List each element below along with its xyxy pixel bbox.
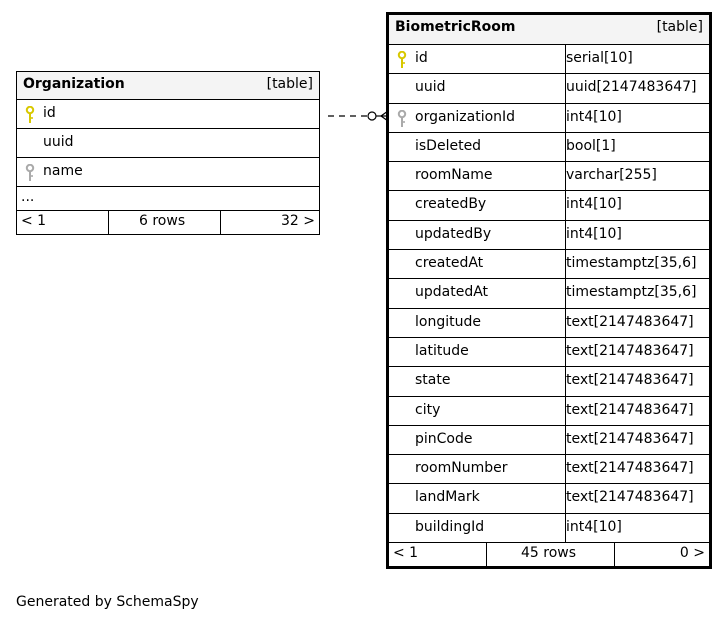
column-row xyxy=(389,455,709,484)
footer-left: < 1 xyxy=(21,213,47,229)
column-name: createdBy xyxy=(415,196,487,213)
footer-rows: 6 rows xyxy=(139,213,186,229)
column-type: int4[10] xyxy=(566,225,622,242)
footer-right: 32 > xyxy=(281,213,315,229)
table-header xyxy=(389,15,709,45)
column-type: serial[10] xyxy=(566,50,633,66)
table-kind: [table] xyxy=(656,19,703,35)
column-row xyxy=(17,100,319,129)
table-header xyxy=(17,72,319,100)
column-name: roomNumber xyxy=(415,460,508,477)
column-name: latitude xyxy=(415,342,469,359)
column-row xyxy=(389,191,709,220)
generated-by-note: Generated by SchemaSpy xyxy=(16,594,199,610)
column-name: id xyxy=(43,105,56,121)
table-kind: [table] xyxy=(266,76,313,92)
column-type: text[2147483647] xyxy=(566,342,694,359)
column-type: timestamptz[35,6] xyxy=(566,284,697,301)
column-row xyxy=(389,514,709,543)
organization-table[interactable] xyxy=(16,71,320,235)
column-name: createdAt xyxy=(415,255,484,272)
column-type: int4[10] xyxy=(566,108,622,125)
column-name: isDeleted xyxy=(415,137,482,154)
footer-right: 0 > xyxy=(679,545,705,562)
column-type: text[2147483647] xyxy=(566,460,694,477)
column-row xyxy=(389,74,709,103)
column-type: text[2147483647] xyxy=(566,430,694,447)
column-name: landMark xyxy=(415,489,480,506)
biometric-room-table[interactable] xyxy=(386,12,712,569)
column-row xyxy=(389,221,709,250)
column-row xyxy=(389,250,709,279)
column-name: uuid xyxy=(43,134,74,150)
column-name: organizationId xyxy=(415,108,516,125)
column-type: text[2147483647] xyxy=(566,372,694,389)
column-row xyxy=(389,45,709,74)
column-row xyxy=(389,104,709,133)
column-row xyxy=(389,397,709,426)
column-row xyxy=(389,367,709,396)
column-row xyxy=(389,484,709,513)
column-type: varchar[255] xyxy=(566,167,657,184)
column-name: state xyxy=(415,372,451,389)
table-name: BiometricRoom xyxy=(395,19,516,35)
column-type: text[2147483647] xyxy=(566,489,694,506)
column-name: name xyxy=(43,163,83,179)
column-name: longitude xyxy=(415,313,481,330)
column-row xyxy=(17,129,319,158)
column-row xyxy=(389,162,709,191)
column-name: city xyxy=(415,401,441,418)
column-type: int4[10] xyxy=(566,196,622,213)
column-row xyxy=(389,133,709,162)
column-type: bool[1] xyxy=(566,137,616,154)
column-name: updatedBy xyxy=(415,225,492,242)
column-type: uuid[2147483647] xyxy=(566,79,697,96)
column-row xyxy=(389,309,709,338)
column-row xyxy=(389,338,709,367)
table-footer xyxy=(17,211,319,234)
table-name: Organization xyxy=(23,76,125,92)
column-name: uuid xyxy=(415,79,446,96)
column-row xyxy=(389,279,709,308)
footer-rows: 45 rows xyxy=(521,545,577,562)
footer-left: < 1 xyxy=(393,545,419,562)
column-row xyxy=(389,426,709,455)
table-footer xyxy=(389,543,709,566)
column-type: timestamptz[35,6] xyxy=(566,255,697,272)
column-name: id xyxy=(415,50,428,66)
column-type: text[2147483647] xyxy=(566,401,694,418)
column-row xyxy=(17,158,319,187)
column-type: int4[10] xyxy=(566,518,622,535)
column-name: pinCode xyxy=(415,430,473,447)
column-type: text[2147483647] xyxy=(566,313,694,330)
column-name: roomName xyxy=(415,167,493,184)
column-name: updatedAt xyxy=(415,284,489,301)
column-name: buildingId xyxy=(415,518,485,535)
more-columns-ellipsis: ... xyxy=(17,187,319,211)
